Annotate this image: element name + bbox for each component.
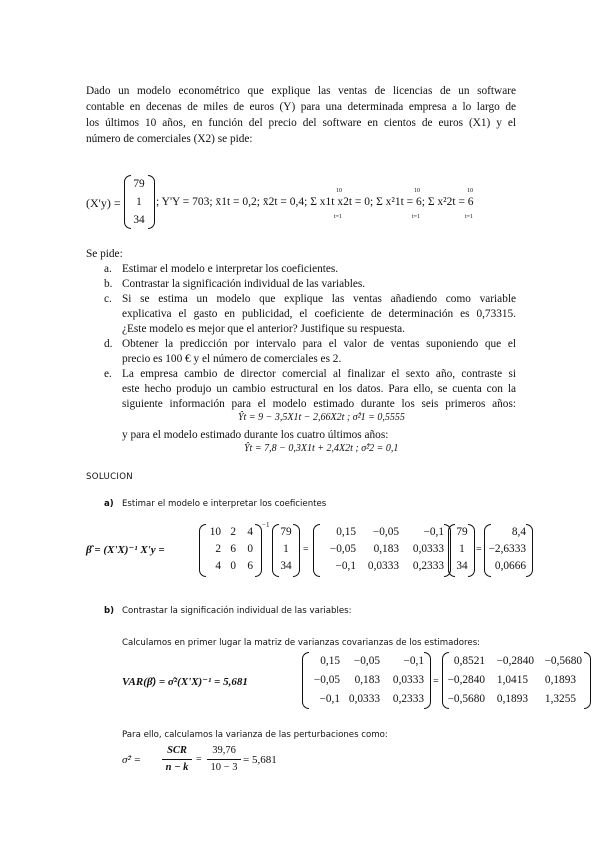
question-marker: a. [104, 263, 112, 275]
sum-top-1: 10 [336, 188, 342, 194]
question-marker: e. [104, 368, 112, 380]
var-cell: 1,0415 [496, 674, 528, 686]
xy2-cell: 34 [456, 560, 468, 572]
question-c-text-2: explicativa el gasto en publicidad, el coeficiente de determinación es 0,73315. [122, 308, 516, 320]
question-a-text: Estimar el modelo e interpretar los coeficientes. [122, 263, 339, 275]
inv-b-cell: −0,1 [319, 693, 340, 705]
question-e-text-1: La empresa cambio de director comercial al finalizar el sexto año, contraste si [122, 368, 516, 380]
var-cell: 1,3255 [544, 693, 576, 705]
part-a-heading: Estimar el modelo e interpretar los coeficientes [122, 499, 327, 509]
intro-line-3 [86, 115, 516, 132]
equals-sign: = [476, 544, 482, 555]
given-rest: ; Y'Y = 703; x̄1t = 0,2; x̄2t = 0,4; Σ x1t x2t = 0; Σ x²1t = 6; Σ x²2t = 6 [156, 196, 474, 208]
part-b-marker: b) [104, 606, 115, 616]
inv-b-cell: 0,0333 [348, 693, 380, 705]
inv-cell: 0,0333 [412, 543, 444, 555]
xy-cell: 79 [280, 526, 292, 538]
inv-b-cell: 0,2333 [392, 693, 424, 705]
result-cell: 0,0666 [494, 560, 526, 572]
given-vector-cell: 79 [133, 178, 145, 190]
inv-b-cell: 0,183 [354, 674, 380, 686]
var-cell: −0,5680 [544, 655, 582, 667]
inv-b-cell: −0,1 [403, 655, 424, 667]
result-cell: 8,4 [511, 526, 526, 538]
xx-cell: 2 [230, 526, 236, 538]
sum-top-2: 10 [414, 188, 420, 194]
var-beta-lhs: VAR(β̂) = σ̂²(X'X)⁻¹ = 5,681 [122, 676, 248, 688]
xy-cell: 1 [283, 543, 289, 555]
xy2-cell: 79 [456, 526, 468, 538]
xx-cell: 4 [215, 560, 221, 572]
sum-top-3: 10 [467, 188, 473, 194]
inv-cell: −0,1 [335, 560, 356, 572]
xx-cell: 0 [247, 543, 253, 555]
sigma-lhs: σ̂² = [122, 754, 141, 766]
question-e-mid-line: y para el modelo estimado durante los cuatro últimos años: [122, 429, 389, 441]
equation-last-four-years: Ŷt = 7,8 − 0,3X1t + 2,4X2t ; σ̂²2 = 0,1 [244, 443, 399, 454]
xx-cell: 0 [230, 560, 236, 572]
xx-cell: 4 [247, 526, 253, 538]
var-cell: −0,5680 [447, 693, 485, 705]
equals-sign: = [196, 754, 202, 765]
inv-b-cell: 0,0333 [392, 674, 424, 686]
inv-b-cell: 0,15 [320, 655, 340, 667]
xx-cell: 10 [209, 526, 221, 538]
question-c-text-1: Si se estima un modelo que explique las ventas añadiendo como variable [122, 293, 516, 305]
xx-cell: 6 [247, 560, 253, 572]
intro-line-4 [86, 131, 516, 148]
var-cell: −0,2840 [447, 674, 485, 686]
question-marker: d. [104, 338, 113, 350]
fraction-line [207, 759, 241, 760]
question-d-text-2: precio es 100 € y el número de comerciales es 2. [122, 353, 342, 365]
intro-text-1: Dado un modelo econométrico que explique las ventas de licencias de un software [86, 85, 516, 97]
scr-denominator: n − k [165, 762, 189, 773]
inv-b-cell: −0,05 [313, 674, 340, 686]
intro-text-2: contable en decenas de miles de euros (Y) para una determinada empresa a lo largo de [86, 101, 516, 113]
var-cell: 0,1893 [544, 674, 576, 686]
inv-b-cell: −0,05 [353, 655, 380, 667]
inv-cell: 0,2333 [412, 560, 444, 572]
solution-title: SOLUCION [86, 472, 133, 482]
result-right-paren [526, 524, 533, 577]
xx-right-paren [255, 524, 262, 577]
intro-text-4: número de comerciales (X2) se pide: [86, 133, 253, 145]
inv-cell: −0,05 [329, 543, 356, 555]
intro-text-3: los últimos 10 años, en función del precio del software en cientos de euros (X1) y el [86, 117, 516, 129]
var-right-paren [584, 652, 591, 709]
inv-cell: 0,0333 [367, 560, 399, 572]
part-b-intro: Calculamos en primer lugar la matriz de varianzas covarianzas de los estimadores: [122, 638, 481, 648]
xy-right-paren [293, 524, 300, 577]
question-c-text-3: ¿Este modelo es mejor que el anterior? Justifique su respuesta. [122, 323, 405, 335]
given-vector-cell: 1 [136, 196, 142, 208]
xy-label: (X'y) = [86, 196, 121, 210]
sigma-result: = 5,681 [243, 754, 277, 766]
sigma-intro: Para ello, calculamos la varianza de las perturbaciones como: [122, 730, 388, 740]
question-d-text-1: Obtener la predicción por intervalo para el valor de ventas suponiendo que el [122, 338, 516, 350]
inverse-exponent: −1 [262, 521, 270, 529]
var-cell: 0,8521 [453, 655, 485, 667]
inv-cell: 0,15 [336, 526, 356, 538]
given-vector-cell: 34 [133, 214, 145, 226]
part-a-marker: a) [104, 499, 114, 509]
var-cell: −0,2840 [496, 655, 534, 667]
fraction-line [162, 759, 192, 760]
question-b-text: Contrastar la significación individual de las variables. [122, 278, 366, 290]
given-right-paren [148, 175, 155, 229]
question-marker: b. [104, 278, 113, 290]
xy2-right-paren [468, 524, 475, 577]
intro-line-1 [86, 83, 516, 100]
result-cell: −2,6333 [488, 543, 526, 555]
var-cell: 0,1893 [496, 693, 528, 705]
inv-cell: −0,1 [423, 526, 444, 538]
question-e-text-2: este hecho produjo un cambio estructural en los datos. Para ello, se cuenta con la [122, 383, 516, 395]
xx-cell: 6 [230, 543, 236, 555]
sum-bottom-1: t=1 [334, 214, 343, 220]
equals-sign: = [303, 544, 309, 555]
beta-hat-lhs: β̂ = (X'X)⁻¹ X'y = [86, 544, 165, 556]
sum-bottom-3: t=1 [465, 214, 474, 220]
value-numerator: 39,76 [212, 745, 236, 756]
value-denominator: 10 − 3 [210, 762, 238, 773]
inv-cell: 0,183 [373, 543, 399, 555]
questions-heading: Se pide: [86, 248, 123, 260]
xy2-cell: 1 [459, 543, 465, 555]
equals-sign: = [433, 676, 439, 687]
part-b-heading: Contrastar la significación individual de las variables: [122, 606, 352, 616]
inv-b-right-paren [424, 652, 431, 709]
inv-cell: −0,05 [372, 526, 399, 538]
equation-first-six-years: Ŷt = 9 − 3,5X1t − 2,66X2t ; σ̂²1 = 0,5555 [238, 412, 405, 423]
question-e-text-3: siguiente información para el modelo estimado durante los seis primeros años: [122, 398, 516, 410]
intro-line-2 [86, 99, 516, 116]
sum-bottom-2: t=1 [412, 214, 421, 220]
question-marker: c. [104, 293, 112, 305]
xy-cell: 34 [280, 560, 292, 572]
xx-cell: 2 [215, 543, 221, 555]
scr-numerator: SCR [167, 745, 187, 756]
